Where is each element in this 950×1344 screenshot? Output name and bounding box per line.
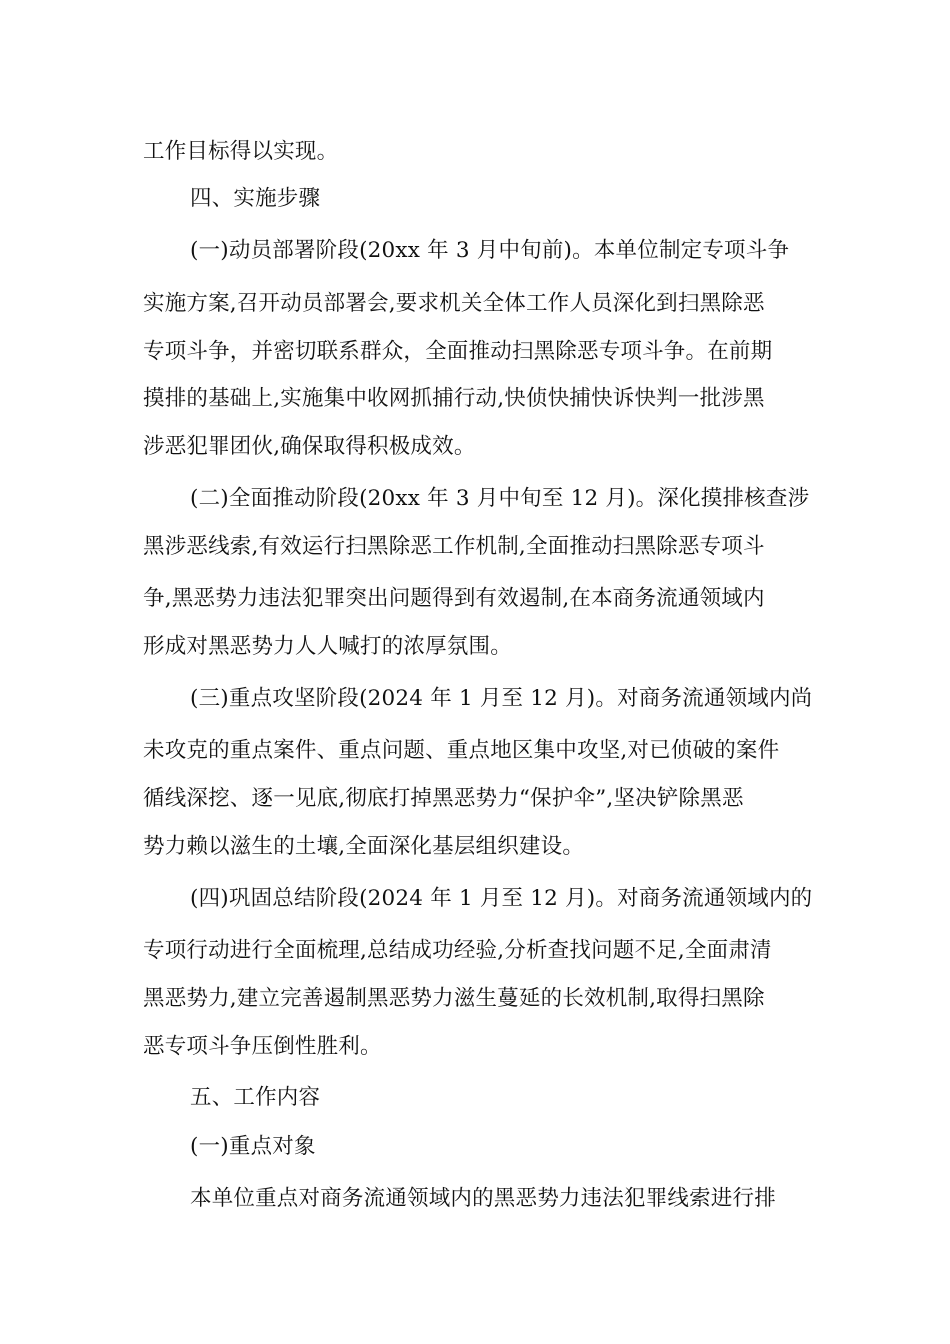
text-line: 循线深挖、逐一见底,彻底打掉黑恶势力“保护伞”,坚决铲除黑恶 bbox=[143, 786, 744, 811]
subsection-heading: (一)重点对象 bbox=[190, 1134, 316, 1159]
text-line: 未攻克的重点案件、重点问题、重点地区集中攻坚,对已侦破的案件 bbox=[143, 738, 780, 763]
text-line: 工作目标得以实现。 bbox=[143, 139, 339, 164]
text-line: 专项斗争，并密切联系群众，全面推动扫黑除恶专项斗争。在前期 bbox=[143, 339, 773, 364]
text-line: 实施方案,召开动员部署会,要求机关全体工作人员深化到扫黑除恶 bbox=[143, 291, 765, 316]
text-line: 摸排的基础上,实施集中收网抓捕行动,快侦快捕快诉快判一批涉黑 bbox=[143, 386, 765, 411]
text-line: 本单位重点对商务流通领域内的黑恶势力违法犯罪线索进行排 bbox=[190, 1186, 776, 1211]
text-line: 黑涉恶线索,有效运行扫黑除恶工作机制,全面推动扫黑除恶专项斗 bbox=[143, 534, 765, 559]
section-heading: 五、工作内容 bbox=[190, 1085, 321, 1110]
text-line: 势力赖以滋生的土壤,全面深化基层组织建设。 bbox=[143, 834, 585, 859]
text-line: (三)重点攻坚阶段(2024 年 1 月至 12 月)。对商务流通领域内尚 bbox=[190, 686, 813, 711]
text-line: (二)全面推动阶段(20xx 年 3 月中旬至 12 月)。深化摸排核查涉 bbox=[190, 486, 810, 511]
text-line: (四)巩固总结阶段(2024 年 1 月至 12 月)。对商务流通领域内的 bbox=[190, 886, 813, 911]
text-line: 黑恶势力,建立完善遏制黑恶势力滋生蔓延的长效机制,取得扫黑除 bbox=[143, 986, 765, 1011]
text-line: 争,黑恶势力违法犯罪突出问题得到有效遏制,在本商务流通领域内 bbox=[143, 586, 765, 611]
text-line: 专项行动进行全面梳理,总结成功经验,分析查找问题不足,全面肃清 bbox=[143, 938, 772, 963]
text-line: (一)动员部署阶段(20xx 年 3 月中旬前)。本单位制定专项斗争 bbox=[190, 238, 790, 263]
text-line: 恶专项斗争压倒性胜利。 bbox=[143, 1034, 382, 1059]
text-line: 形成对黑恶势力人人喊打的浓厚氛围。 bbox=[143, 634, 512, 659]
text-line: 涉恶犯罪团伙,确保取得积极成效。 bbox=[143, 434, 476, 459]
section-heading: 四、实施步骤 bbox=[190, 186, 321, 211]
